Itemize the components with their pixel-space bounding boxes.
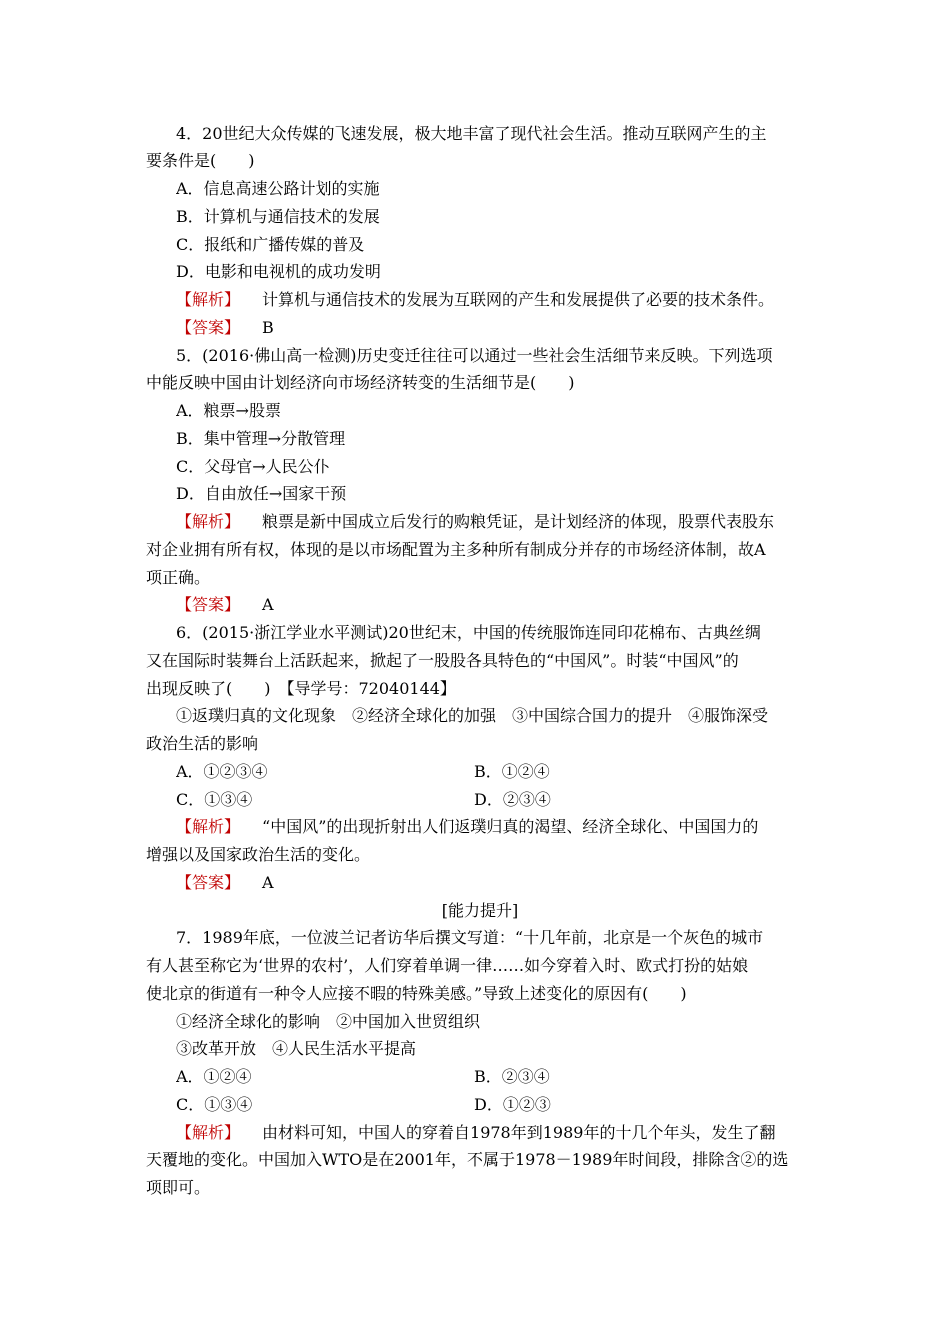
q6-analysis-line-2: 增强以及国家政治生活的变化。 bbox=[146, 845, 371, 864]
q5-option-b: B．集中管理→分散管理 bbox=[176, 429, 346, 448]
q7-option-b: B．②③④ bbox=[474, 1067, 550, 1086]
q4-stem-line-1: 4．20世纪大众传媒的飞速发展，极大地丰富了现代社会生活。推动互联网产生的主 bbox=[176, 124, 767, 143]
q6-items-line-1: ①返璞归真的文化现象 ②经济全球化的加强 ③中国综合国力的提升 ④服饰深受 bbox=[176, 706, 769, 725]
q6-option-d: D．②③④ bbox=[474, 790, 551, 809]
q4-option-c: C．报纸和广播传媒的普及 bbox=[176, 235, 365, 254]
q6-option-b: B．①②④ bbox=[474, 762, 550, 781]
q4-stem-line-2: 要条件是( ) bbox=[146, 151, 255, 170]
q6-answer bbox=[176, 869, 814, 897]
q6-stem-line-1: 6．(2015·浙江学业水平测试)20世纪末，中国的传统服饰连同印花棉布、古典丝绸 bbox=[176, 623, 761, 642]
analysis-label: 【解析】 bbox=[176, 1123, 241, 1142]
q5-analysis-text-1: 粮票是新中国成立后发行的购粮凭证，是计划经济的体现，股票代表股东 bbox=[262, 512, 775, 531]
q5-stem-line-2: 中能反映中国由计划经济向市场经济转变的生活细节是( ) bbox=[146, 373, 575, 392]
q6-stem-line-3: 出现反映了( ) 【导学号：72040144】 bbox=[146, 679, 456, 698]
q4-analysis bbox=[176, 286, 814, 314]
analysis-label: 【解析】 bbox=[176, 290, 241, 309]
q7-option-d: D．①②③ bbox=[474, 1095, 551, 1114]
q6-analysis-line-1 bbox=[176, 813, 814, 841]
q5-analysis-line-1 bbox=[176, 508, 814, 536]
q7-stem-line-2: 有人甚至称它为‘世界的农村’，人们穿着单调一律……如今穿着入时、欧式打扮的姑娘 bbox=[146, 956, 749, 975]
section-title: [能力提升] bbox=[441, 901, 519, 920]
q6-stem-line-2: 又在国际时装舞台上活跃起来，掀起了一股股各具特色的“中国风”。时装“中国风”的 bbox=[146, 651, 739, 670]
q5-stem-line-1: 5．(2016·佛山高一检测)历史变迁往往可以通过一些社会生活细节来反映。下列选项 bbox=[176, 346, 773, 365]
q4-answer bbox=[176, 314, 814, 342]
q7-items-line-1: ①经济全球化的影响 ②中国加入世贸组织 bbox=[176, 1012, 481, 1031]
q5-analysis-line-2: 对企业拥有所有权，体现的是以市场配置为主多种所有制成分并存的市场经济体制，故A bbox=[146, 540, 766, 559]
q5-analysis-line-3: 项正确。 bbox=[146, 568, 211, 587]
q7-analysis-line-3: 项即可。 bbox=[146, 1178, 211, 1197]
analysis-label: 【解析】 bbox=[176, 512, 241, 531]
q6-option-c: C．①③④ bbox=[176, 790, 253, 809]
analysis-label: 【解析】 bbox=[176, 817, 241, 836]
q6-analysis-text-1: “中国风”的出现折射出人们返璞归真的渴望、经济全球化、中国国力的 bbox=[262, 817, 759, 836]
q7-option-c: C．①③④ bbox=[176, 1095, 253, 1114]
q7-stem-line-1: 7．1989年底，一位波兰记者访华后撰文写道：“十几年前，北京是一个灰色的城市 bbox=[176, 928, 764, 947]
q7-stem-line-3: 使北京的街道有一种令人应接不暇的特殊美感。”导致上述变化的原因有( ) bbox=[146, 984, 687, 1003]
answer-label: 【答案】 bbox=[176, 595, 241, 614]
q5-option-d: D．自由放任→国家干预 bbox=[176, 484, 347, 503]
q6-answer-value: A bbox=[262, 873, 274, 892]
q7-option-a: A．①②④ bbox=[176, 1067, 252, 1086]
q7-analysis-line-2: 天覆地的变化。中国加入WTO是在2001年，不属于1978－1989年时间段，排除含②的选 bbox=[146, 1150, 789, 1169]
q7-analysis-line-1 bbox=[176, 1119, 814, 1147]
answer-label: 【答案】 bbox=[176, 873, 241, 892]
q7-analysis-text-1: 由材料可知，中国人的穿着自1978年到1989年的十几个年头，发生了翻 bbox=[262, 1123, 776, 1142]
q5-option-a: A．粮票→股票 bbox=[176, 401, 281, 420]
q4-answer-value: B bbox=[262, 318, 274, 337]
answer-label: 【答案】 bbox=[176, 318, 241, 337]
q6-option-a: A．①②③④ bbox=[176, 762, 268, 781]
q4-option-a: A．信息高速公路计划的实施 bbox=[176, 179, 380, 198]
q6-items-line-2: 政治生活的影响 bbox=[146, 734, 259, 753]
q4-analysis-text: 计算机与通信技术的发展为互联网的产生和发展提供了必要的技术条件。 bbox=[262, 290, 775, 309]
q5-option-c: C．父母官→人民公仆 bbox=[176, 457, 330, 476]
q4-option-b: B．计算机与通信技术的发展 bbox=[176, 207, 380, 226]
q5-answer-value: A bbox=[262, 595, 274, 614]
q4-option-d: D．电影和电视机的成功发明 bbox=[176, 262, 381, 281]
q7-items-line-2: ③改革开放 ④人民生活水平提高 bbox=[176, 1039, 417, 1058]
q5-answer bbox=[176, 591, 814, 619]
